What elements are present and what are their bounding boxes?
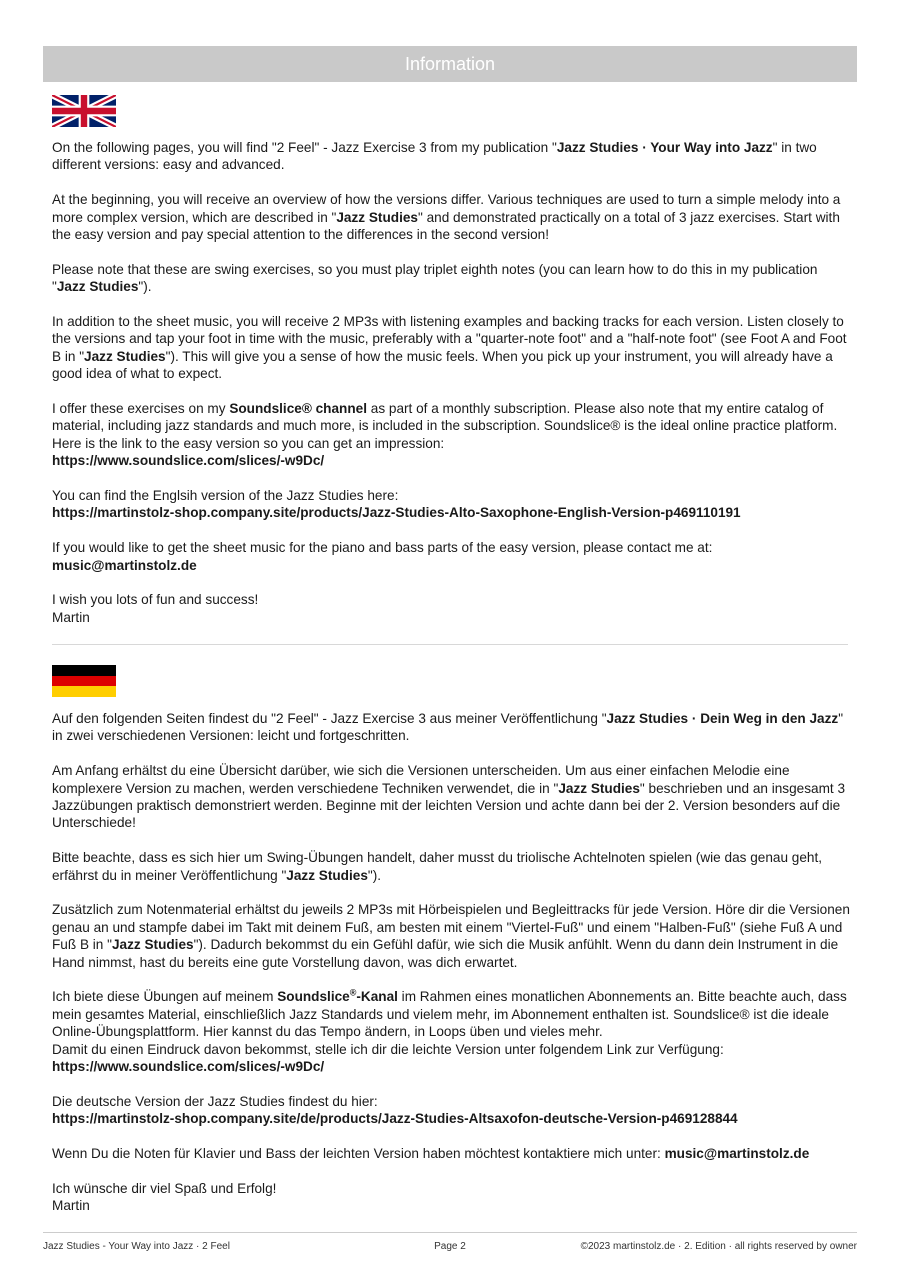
de-p1-text-end: " in zwei verschiedenen Versionen: leicht und fortgeschritten. [52,711,844,744]
en-shop-link[interactable]: https://martinstolz-shop.company.site/products/Jazz-Studies-Alto-Saxophone-English-Version-p469110191 [52,505,741,521]
de-p5-text: Ich biete diese Übungen auf meinem [52,989,278,1005]
de-p5-link-intro: Damit du einen Eindruck davon bekommst, stelle ich dir die leichte Version unter folgendem Link zur Verfügung: [52,1041,724,1057]
en-p7-text: If you would like to get the sheet music for the piano and bass parts of the easy version, please contact me at: [52,540,713,556]
de-paragraph-signoff [52,1180,852,1215]
de-p4-text: Zusätzlich zum Notenmaterial erhältst du jeweils 2 MP3s mit Hörbeispielen und Begleittracks für jede Version. Höre dir die Versionen genau an und stampfe dabei im Takt mit deinem Fuß, am besten mit einem "Viertel-Fuß" und einem "Halben-Fuß" (siehe Fuß A und Fuß B in " [52,902,850,953]
de-signoff-text: Ich wünsche dir viel Spaß und Erfolg! [52,1180,277,1196]
en-p4-bold: Jazz Studies [84,348,166,364]
de-p3-text-end: "). [367,867,382,883]
de-p1-bold: Jazz Studies · Dein Weg in den Jazz [606,711,839,726]
en-p2-text-end: " and demonstrated practically on a total of 3 jazz exercises. Start with the easy version and pay special attention to the differences in the second version! [52,209,840,243]
german-flag-icon [52,665,116,697]
de-p2-text: Am Anfang erhältst du eine Übersicht darüber, wie sich die Versionen unterscheiden. Um aus einer einfachen Melodie eine komplexere Version zu machen, werden verschiedene Techniken verwendet, die in " [52,763,790,796]
en-p2-bold: Jazz Studies [336,209,418,225]
header-title: Information [404,53,496,74]
de-p5-text-end: im Rahmen eines monatlichen Abonnements an. Bitte beachte auch, dass mein gesamtes Material, einschließlich Jazz Standards und vielem mehr, im Abonnement enthalten ist. Soundslice® ist die ideale Online-Übungsplattform. Hier kannst du das Tempo ändern, in Loops üben und vieles mehr. [52,989,847,1040]
de-signature: Martin [52,1198,90,1214]
de-p5-registered-mark: ® [349,987,357,998]
en-email-link[interactable]: music@martinstolz.de [52,557,197,573]
en-p1-bold: Jazz Studies · Your Way into Jazz [556,140,773,155]
footer-page-number: Page 2 [434,1241,466,1252]
english-section [52,139,852,626]
language-divider [52,644,848,645]
en-soundslice-link[interactable]: https://www.soundslice.com/slices/-w9Dc/ [52,453,325,469]
de-paragraph-swing [52,849,852,884]
en-paragraph-intro [52,139,852,174]
en-paragraph-mp3 [52,313,852,383]
en-paragraph-soundslice [52,400,852,470]
de-p2-text-end: " beschrieben und an insgesamt 3 Jazzübungen praktisch demonstriert werden. Beginne mit der leichten Version und achte dann bei der 2. Version besonders auf die Unterschiede! [52,780,846,831]
de-shop-link[interactable]: https://martinstolz-shop.company.site/de/products/Jazz-Studies-Altsaxofon-deutsche-Version-p469128844 [52,1111,738,1127]
de-soundslice-link[interactable]: https://www.soundslice.com/slices/-w9Dc/ [52,1059,325,1075]
information-header [43,46,857,82]
en-p4-text: In addition to the sheet music, you will receive 2 MP3s with listening examples and backing tracks for each version. Listen closely to the versions and tap your foot in time with the music, preferably with a "quarter-note foot" and a "half-note foot" (see Foot A and Foot B in " [52,314,847,364]
en-p1-text-end: " in two different versions: easy and advanced. [52,140,817,173]
en-paragraph-swing [52,261,852,296]
en-p5-text: I offer these exercises on my [52,401,230,417]
de-paragraph-overview [52,762,852,832]
de-paragraph-mp3 [52,901,852,971]
de-p5-bold-end: -Kanal [356,989,398,1005]
de-p6-text: Die deutsche Version der Jazz Studies findest du hier: [52,1093,378,1109]
en-paragraph-contact [52,539,852,574]
de-email-link[interactable]: music@martinstolz.de [664,1146,810,1162]
en-p1-text: On the following pages, you will find "2 Feel" - Jazz Exercise 3 from my publication " [52,140,557,155]
footer-left-text: Jazz Studies - Your Way into Jazz · 2 Feel [43,1241,230,1252]
de-p4-text-end: "). Dadurch bekommst du ein Gefühl dafür, wie sich die Musik anfühlt. Wenn du dann dein Instrument in die Hand nimmst, hast du bereits eine gute Vorstellung davon, was dich erwartet. [52,937,839,970]
german-section [52,710,852,1215]
de-paragraph-contact [52,1145,852,1162]
de-p1-text: Auf den folgenden Seiten findest du "2 Feel" - Jazz Exercise 3 aus meiner Veröffentlichung " [52,711,607,726]
en-paragraph-overview [52,191,852,243]
de-paragraph-german-version [52,1093,852,1128]
de-p4-bold: Jazz Studies [111,937,194,953]
en-p4-text-end: "). This will give you a sense of how the music feels. When you pick up your instrument, you will already have a good idea of what to expect. [52,348,833,382]
uk-flag-icon [52,95,116,127]
de-p3-bold: Jazz Studies [286,867,368,883]
en-p3-bold: Jazz Studies [56,279,139,295]
en-signature: Martin [52,609,90,625]
de-paragraph-intro [52,710,852,745]
en-p5-text-end: as part of a monthly subscription. Please also note that my entire catalog of material, including jazz standards and much more, is included in the subscription. Soundslice® is the ideal online practice platform. Here is the link to the easy version so you can get an impression: [52,401,838,451]
en-p2-text: At the beginning, you will receive an overview of how the versions differ. Various techniques are used to turn a simple melody into a more complex version, which are described in " [52,192,841,225]
en-p3-text: Please note that these are swing exercises, so you must play triplet eighth notes (you can learn how to do this in my publication " [52,261,818,295]
en-signoff-text: I wish you lots of fun and success! [52,592,259,608]
en-p6-text: You can find the Englsih version of the Jazz Studies here: [52,488,399,504]
de-p2-bold: Jazz Studies [558,780,640,796]
de-p5-bold: Soundslice [277,989,350,1005]
en-p5-bold: Soundslice® channel [229,401,367,417]
en-paragraph-signoff [52,591,852,626]
footer-rule [43,1232,857,1233]
en-p3-text-end: "). [138,279,152,295]
de-p7-text: Wenn Du die Noten für Klavier und Bass der leichten Version haben möchtest kontaktiere mich unter: [52,1146,665,1162]
page-footer [43,1241,857,1255]
de-p3-text: Bitte beachte, dass es sich hier um Swing-Übungen handelt, daher musst du triolische Achtelnoten spielen (wie das genau geht, erfährst du in meiner Veröffentlichung " [52,850,823,883]
de-paragraph-soundslice [52,988,852,1075]
footer-copyright: ©2023 martinstolz.de · 2. Edition · all rights reserved by owner [580,1241,857,1252]
en-paragraph-english-version [52,487,852,522]
